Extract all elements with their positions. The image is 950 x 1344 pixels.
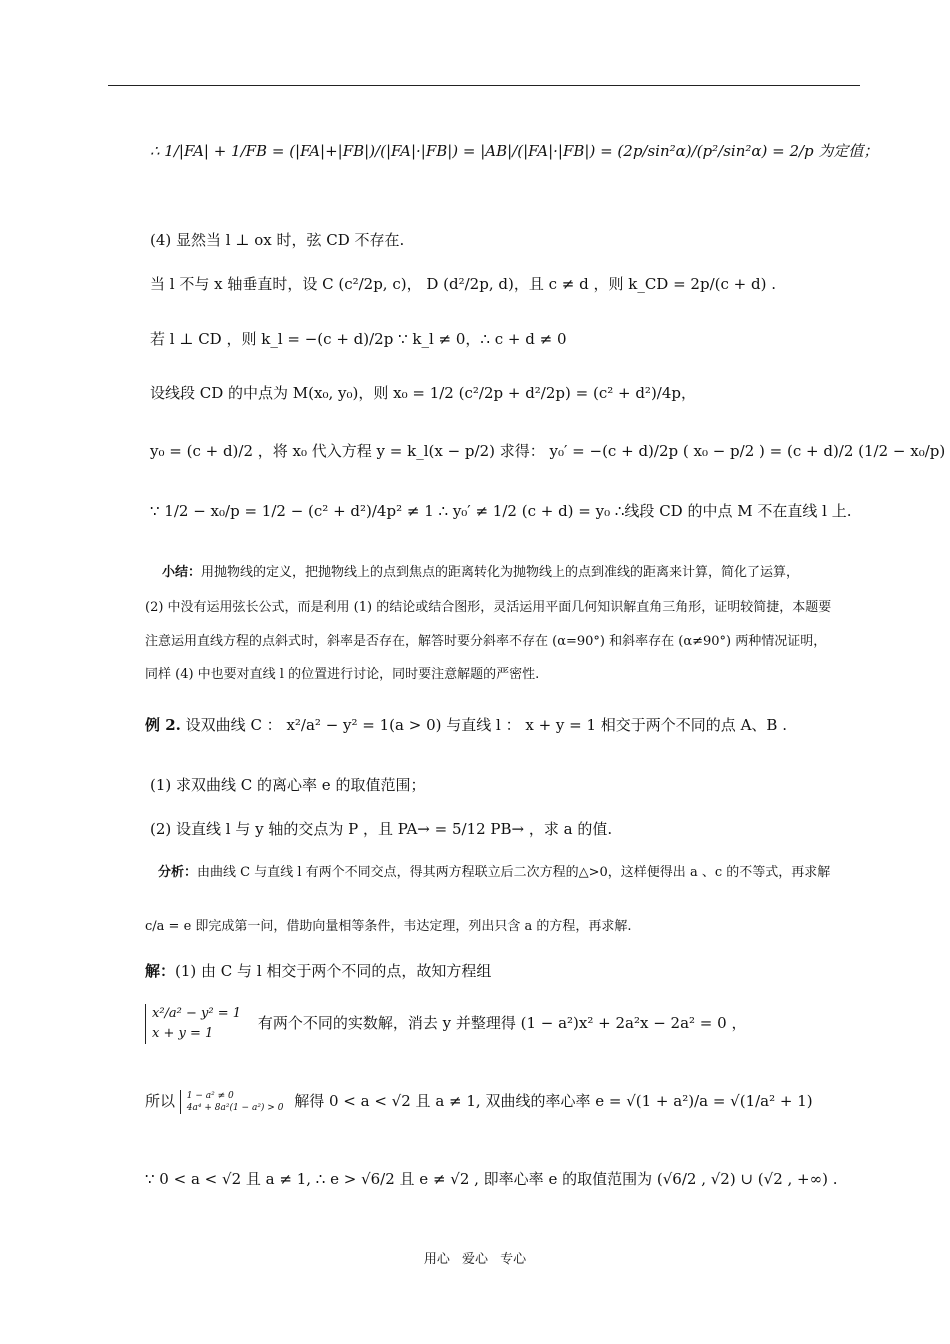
summary-para-4: 同样 (4) 中也要对直线 l 的位置进行讨论，同时要注意解题的严密性. <box>145 667 540 682</box>
condition-system <box>180 1090 284 1114</box>
condition-2: 4a⁴ + 8a²(1 − a²) > 0 <box>186 1103 284 1113</box>
eccentricity-range-line: ∵ 0 < a < √2 且 a ≠ 1, ∴ e > √6/2 且 e ≠ √2 , 即率心率 e 的取值范围为 (√6/2 , √2) ∪ (√2 , +∞) . <box>145 1170 838 1188</box>
system-eq-2: x + y = 1 <box>152 1026 214 1041</box>
solution-label: 解： <box>145 962 176 980</box>
condition-1: 1 − a² ≠ 0 <box>186 1091 234 1101</box>
y0-line: y₀ = (c + d)/2 ，将 x₀ 代入方程 y = k_l(x − p/2) 求得： y₀′ = −(c + d)/2p ( x₀ − p/2 ) = (c + d)/2 (1/2 − x₀/p) <box>150 442 946 460</box>
header-rule <box>108 85 860 86</box>
example-2-stem <box>145 714 787 736</box>
perpendicular-line: 若 l ⊥ CD ，则 k_l = −(c + d)/2p ∵ k_l ≠ 0，∴ c + d ≠ 0 <box>150 330 567 348</box>
equation-system <box>145 1004 241 1044</box>
summary-text-1: 用抛物线的定义，把抛物线上的点到焦点的距离转化为抛物线上的点到准线的距离来计算，简化了运算， <box>201 565 800 580</box>
summary-para-2: (2) 中没有运用弦长公式，而是利用 (1) 的结论或结合图形，灵活运用平面几何知识解直角三角形，证明较简捷，本题要 <box>145 600 832 615</box>
analysis-para-2: c/a = e 即完成第一问，借助向量相等条件，韦达定理，列出只含 a 的方程，再求解. <box>145 919 632 934</box>
analysis-para-1 <box>158 862 830 884</box>
case-4-line: (4) 显然当 l ⊥ ox 时，弦 CD 不存在. <box>150 231 405 249</box>
solution-text-3b: 解得 0 < a < √2 且 a ≠ 1, 双曲线的率心率 e = √(1 + a²)/a = √(1/a² + 1) <box>294 1092 813 1110</box>
solution-text-1: (1) 由 C 与 l 相交于两个不同的点，故知方程组 <box>175 962 492 980</box>
conclusion-line: ∵ 1/2 − x₀/p = 1/2 − (c² + d²)/4p² ≠ 1 ∴ y₀′ ≠ 1/2 (c + d) = y₀ ∴线段 CD 的中点 M 不在直线 l 上. <box>150 502 852 520</box>
question-2: (2) 设直线 l 与 y 轴的交点为 P ，且 PA→ = 5/12 PB→ ，求 a 的值. <box>150 820 613 838</box>
slope-cd-line: 当 l 不与 x 轴垂直时，设 C (c²/2p, c)， D (d²/2p, d)，且 c ≠ d ，则 k_CD = 2p/(c + d) . <box>150 275 776 293</box>
midpoint-line: 设线段 CD 的中点为 M(x₀, y₀)，则 x₀ = 1/2 (c²/2p + d²/2p) = (c² + d²)/4p， <box>150 384 696 402</box>
solution-intro <box>145 960 491 982</box>
system-eq-1: x²/a² − y² = 1 <box>152 1006 242 1021</box>
solution-text-3a: 所以 <box>145 1092 176 1110</box>
analysis-label: 分析： <box>158 865 198 880</box>
page-footer: 用心 爱心 专心 <box>423 1252 527 1267</box>
example-stem-text: 设双曲线 C ： x²/a² − y² = 1(a > 0) 与直线 l ： x + y = 1 相交于两个不同的点 A、B . <box>185 716 787 734</box>
question-1: (1) 求双曲线 C 的离心率 e 的取值范围； <box>150 776 426 794</box>
summary-para-3: 注意运用直线方程的点斜式时，斜率是否存在，解答时要分斜率不存在 (α=90°) 和斜率存在 (α≠90°) 两种情况证明， <box>145 634 827 649</box>
solution-text-2: 有两个不同的实数解，消去 y 并整理得 (1 − a²)x² + 2a²x − 2a² = 0 ， <box>257 1014 747 1032</box>
condition-line <box>145 1090 813 1114</box>
summary-para-1 <box>162 562 799 584</box>
equation-reciprocal-sum: ∴ 1/|FA| + 1/FB = (|FA|+|FB|)/(|FA|·|FB|) = |AB|/(|FA|·|FB|) = (2p/sin²α)/(p²/sin²α) = 2/p 为定值； <box>150 142 879 160</box>
equation-system-line <box>145 1004 746 1044</box>
analysis-text-1: 由曲线 C 与直线 l 有两个不同交点，得其两方程联立后二次方程的△>0，这样便得出 a 、c 的不等式，再求解 <box>197 865 831 880</box>
example-title: 例 2. <box>145 716 181 734</box>
summary-label: 小结： <box>162 565 202 580</box>
